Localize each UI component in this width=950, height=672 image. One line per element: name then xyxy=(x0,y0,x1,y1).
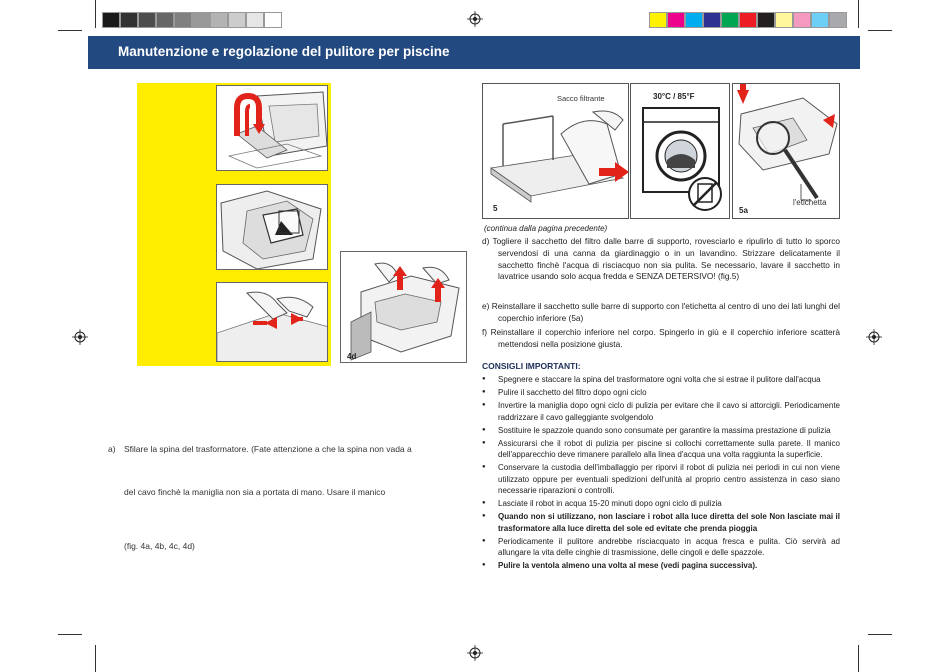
step-a-letter: a) xyxy=(108,444,116,454)
list-item: ● Pulire la ventola almeno una volta al mese (vedi pagina successiva). xyxy=(482,560,840,572)
crop-mark xyxy=(868,30,892,31)
list-item: ● Periodicamente il pulitore andrebbe risciacquato in acqua fresca e pulita. Ciò servirà ad allungare la vita delle cinghie di trasmissione, delle cingoli e delle spazzole. xyxy=(482,536,840,559)
grayscale-color-bar xyxy=(102,12,282,28)
list-item: ● Spegnere e staccare la spina del trasformatore ogni volta che si estrae il pulitore dall'acqua xyxy=(482,374,840,386)
figure-label-5: 5 xyxy=(493,204,498,213)
registration-mark-icon xyxy=(866,329,882,345)
step-f-text: f) Reinstallare il coperchio inferiore nel corpo. Spingerlo in giù e il coperchio inferiore scatterà mettendosi nella posizione giusta. xyxy=(482,327,840,349)
color-swatch xyxy=(811,12,829,28)
color-swatch xyxy=(264,12,282,28)
list-item: ● Lasciate il robot in acqua 15-20 minuti dopo ogni ciclo di pulizia xyxy=(482,498,840,510)
list-item: ● Quando non si utilizzano, non lasciare i robot alla luce diretta del sole Non lasciate mai il trasformatore alla luce diretta del sole ed evitate che prenda pioggia xyxy=(482,511,840,534)
figure-4c xyxy=(216,282,328,362)
color-swatch xyxy=(246,12,264,28)
crop-mark xyxy=(868,634,892,635)
crop-mark xyxy=(858,0,859,28)
page-header xyxy=(88,36,860,69)
tips-list xyxy=(482,374,840,573)
step-e-text: e) Reinstallare il sacchetto sulle barre di supporto con l'etichetta al centro di uno dei lati lunghi del coperchio inferiore (5a) xyxy=(482,301,840,323)
registration-mark-icon xyxy=(467,645,483,661)
list-item: ● Pulire il sacchetto del filtro dopo ogni ciclo xyxy=(482,387,840,399)
step-f xyxy=(482,327,840,351)
list-item: ● Invertire la maniglia dopo ogni ciclo di pulizia per evitare che il cavo si attorcigli. Periodicamente raddrizzare il cavo galleggiante svolgendolo xyxy=(482,400,840,423)
figure-label-4d: 4d xyxy=(347,352,357,361)
figure-4d xyxy=(340,251,467,363)
list-item: ● Assicurarsi che il robot di pulizia per piscine si collochi correttamente sulla parete. Il manico dell'apparecchio deve rimanere parallelo alla linea d'acqua una volta raggiunta la superficie. xyxy=(482,438,840,461)
temperature-caption: 30°C / 85°F xyxy=(653,92,695,101)
crop-mark xyxy=(95,0,96,28)
color-swatch xyxy=(174,12,192,28)
crop-mark xyxy=(95,645,96,672)
list-item: ● Sostituire le spazzole quando sono consumate per garantire la massima prestazione di pulizia xyxy=(482,425,840,437)
color-swatch xyxy=(757,12,775,28)
step-a-line-1: Sfilare la spina del trasformatore. (Fate attenzione a che la spina non vada a xyxy=(124,444,412,454)
color-swatch xyxy=(775,12,793,28)
color-swatch xyxy=(703,12,721,28)
color-swatch xyxy=(829,12,847,28)
color-swatch xyxy=(192,12,210,28)
color-swatch xyxy=(667,12,685,28)
process-color-bar xyxy=(649,12,847,28)
color-swatch xyxy=(156,12,174,28)
step-a-line-2: del cavo finchè la maniglia non sia a portata di mano. Usare il manico xyxy=(124,487,386,497)
color-swatch xyxy=(102,12,120,28)
registration-mark-icon xyxy=(72,329,88,345)
figure-4b xyxy=(216,184,328,270)
step-a-line-3: (fig. 4a, 4b, 4c, 4d) xyxy=(124,541,195,551)
continued-note: (continua dalla pagina precedente) xyxy=(484,224,608,233)
crop-mark xyxy=(58,634,82,635)
color-swatch xyxy=(120,12,138,28)
registration-mark-icon xyxy=(467,11,483,27)
color-swatch xyxy=(649,12,667,28)
step-e xyxy=(482,301,840,325)
figure-5a xyxy=(732,83,840,219)
crop-mark xyxy=(58,30,82,31)
step-d xyxy=(482,236,840,283)
list-item: ● Conservare la custodia dell'imballaggio per riporvi il robot di pulizia nei periodi in cui non viene utilizzato oppure per eventuali spedizioni dell'unità al proprio centro assistenza in caso siano necessarie riparazioni o controlli. xyxy=(482,462,840,497)
figure-5 xyxy=(482,83,629,219)
color-swatch xyxy=(739,12,757,28)
color-swatch xyxy=(138,12,156,28)
color-swatch xyxy=(685,12,703,28)
crop-mark xyxy=(858,645,859,672)
figure-5-caption: Sacco filtrante xyxy=(557,94,605,103)
color-swatch xyxy=(721,12,739,28)
color-swatch xyxy=(210,12,228,28)
step-d-text: d) Togliere il sacchetto del filtro dalle barre di supporto, rovesciarlo e ripulirlo di tutto lo sporco servendosi di una canna da giardinaggio o in un lavandino. Strizzare delicatamente il sacchetto finchè l'acqua di risciacquo non sia pulita. Se necessario, lavare il sacchetto in lavatrice usando solo acqua fredda e SENZA DETERSIVO! (fig.5) xyxy=(482,236,840,282)
color-swatch xyxy=(793,12,811,28)
figure-5b xyxy=(630,83,730,219)
figure-5a-caption: l'etichetta xyxy=(793,198,827,207)
figure-4a xyxy=(216,85,328,171)
page-title: Manutenzione e regolazione del pulitore per piscine xyxy=(118,44,450,59)
color-swatch xyxy=(228,12,246,28)
tips-title: CONSIGLI IMPORTANTI: xyxy=(482,361,581,371)
figure-label-5a: 5a xyxy=(739,206,748,215)
